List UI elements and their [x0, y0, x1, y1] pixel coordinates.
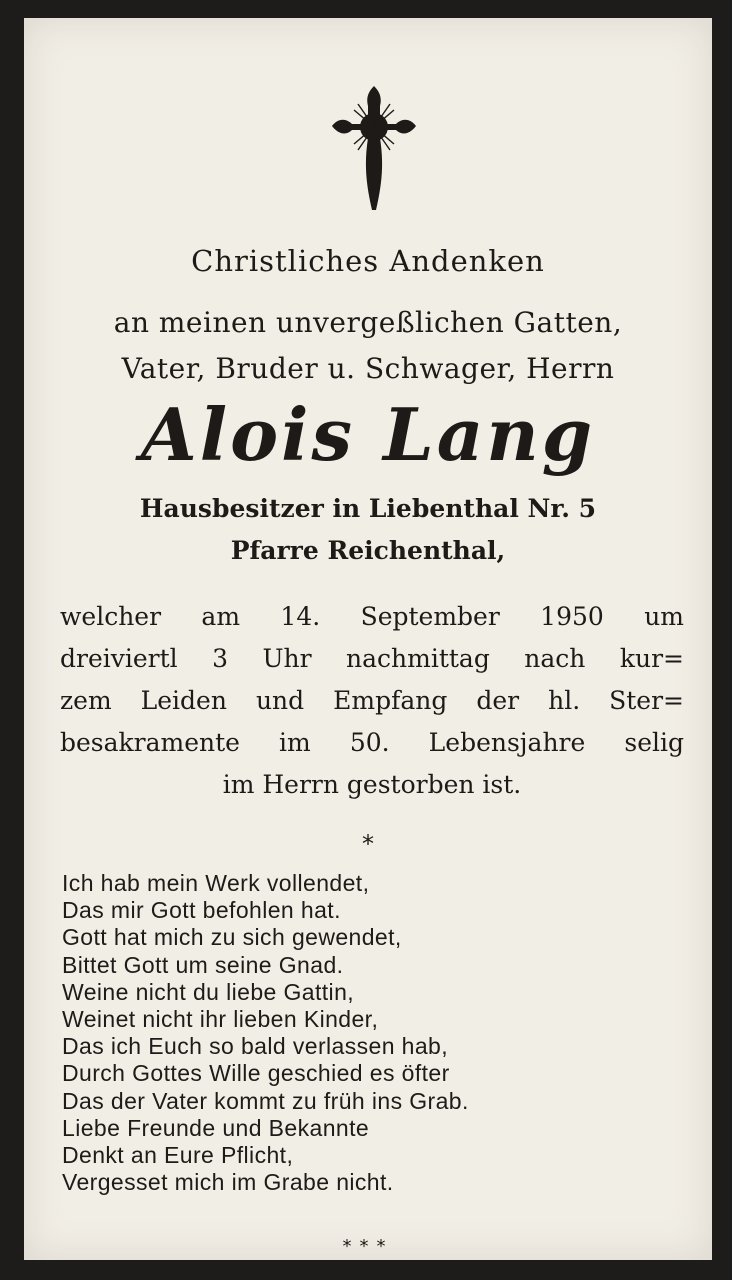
separator-asterisk: * [362, 830, 374, 858]
deceased-occupation: Hausbesitzer in Liebenthal Nr. 5 [139, 494, 597, 523]
body-line: dreiviertl 3 Uhr nachmittag nach kur= [60, 644, 684, 673]
body-line: welcher am 14. September 1950 um [60, 602, 684, 631]
deceased-name: Alois Lang [140, 392, 596, 477]
deceased-parish: Pfarre Reichenthal, [230, 536, 506, 565]
body-line: zem Leiden und Empfang der hl. Ster= [60, 686, 684, 715]
end-asterisks: *** [342, 1236, 394, 1257]
poem [62, 870, 682, 1196]
poem-line: Das mir Gott befohlen hat. [62, 897, 341, 924]
poem-line: Durch Gottes Wille geschied es öfter [62, 1060, 450, 1087]
memorial-card [24, 18, 712, 1260]
heading-relations: Vater, Bruder u. Schwager, Herrn [121, 352, 615, 385]
heading-andenken: Christliches Andenken [191, 244, 545, 278]
poem-line: Denkt an Eure Pflicht, [62, 1142, 294, 1169]
poem-line: Vergesset mich im Grabe nicht. [62, 1169, 394, 1196]
heading-dedication: an meinen unvergeßlichen Gatten, [113, 306, 623, 339]
body-line: im Herrn gestorben ist. [222, 770, 522, 799]
poem-line: Das ich Euch so bald verlassen hab, [62, 1033, 449, 1060]
poem-line: Das der Vater kommt zu früh ins Grab. [62, 1087, 469, 1114]
poem-line: Bittet Gott um seine Gnad. [62, 951, 344, 978]
poem-line: Gott hat mich zu sich gewendet, [62, 924, 402, 951]
poem-line: Weinet nicht ihr lieben Kinder, [62, 1006, 379, 1033]
poem-line: Ich hab mein Werk vollendet, [62, 870, 370, 896]
poem-line: Liebe Freunde und Bekannte [62, 1114, 370, 1141]
body-line: besakramente im 50. Lebensjahre selig [60, 728, 684, 757]
poem-line: Weine nicht du liebe Gattin, [62, 978, 355, 1005]
cross-icon [328, 84, 420, 214]
